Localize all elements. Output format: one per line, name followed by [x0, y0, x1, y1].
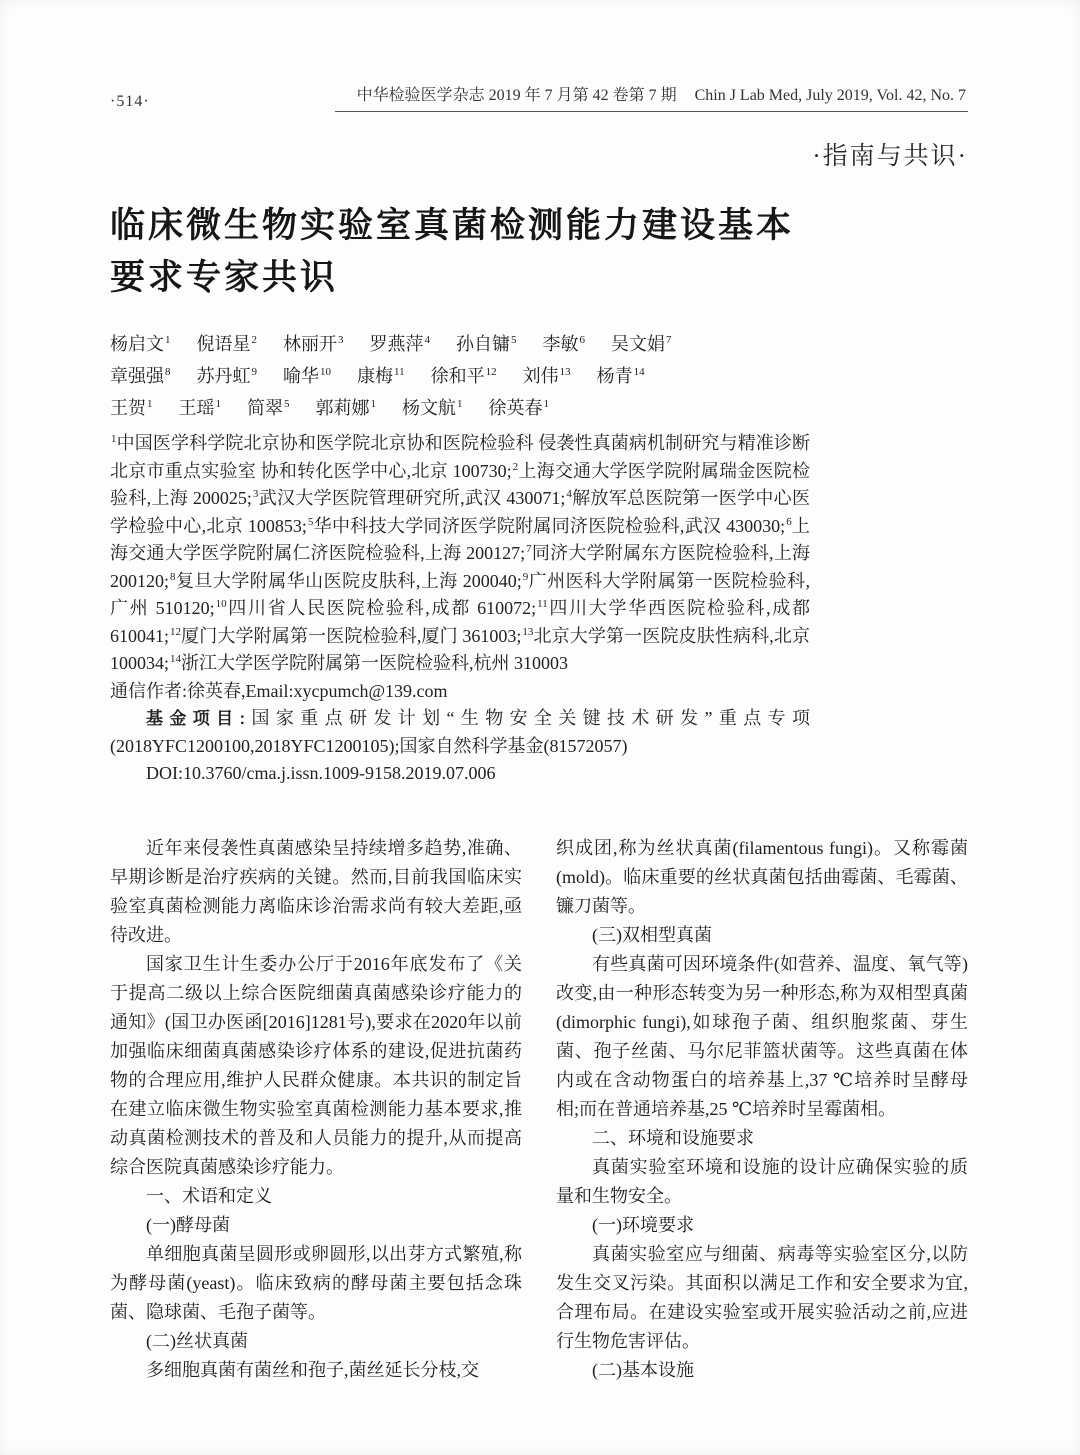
author-affiliation-sup: 13 [559, 366, 571, 378]
author-affiliation-sup: 9 [251, 366, 257, 378]
author-name: 李敏$^6$ [542, 334, 585, 354]
journal-citation-cn: 中华检验医学杂志 2019 年 7 月第 42 卷第 7 期 [356, 87, 677, 104]
author-affiliation-sup: 5 [284, 398, 290, 410]
article-title [110, 200, 968, 304]
author-name: 康梅$^{11}$ [357, 366, 405, 386]
author-name: 徐和平$^{12}$ [430, 366, 497, 386]
author-name: 罗燕萍$^4$ [369, 334, 430, 354]
author-affiliation-sup: 11 [394, 366, 405, 378]
body-paragraph: 织成团,称为丝状真菌(filamentous fungi)。又称霉菌(mold)。临床重要的丝状真菌包括曲霉菌、毛霉菌、镰刀菌等。 [556, 837, 968, 916]
body-columns [110, 834, 968, 1385]
body-paragraph: 近年来侵袭性真菌感染呈持续增多趋势,准确、早期诊断是治疗疾病的关键。然而,目前我国临床实验室真菌检测能力离临床诊治需求尚有较大差距,亟待改进。 [110, 837, 522, 945]
author-affiliation-sup: 2 [251, 334, 257, 346]
affiliation-sup: 6 [786, 515, 792, 528]
author-affiliation-sup: 1 [543, 398, 549, 410]
affiliation-sup: 10 [215, 598, 227, 610]
author-name: 吴文娟$^7$ [611, 334, 672, 354]
affiliation-sup: 1 [111, 433, 117, 445]
author-affiliation-sup: 5 [511, 334, 517, 346]
author-affiliation-sup: 6 [579, 334, 585, 346]
page-header [110, 86, 968, 112]
body-heading: (二)丝状真菌 [146, 1330, 248, 1351]
author-affiliation-sup: 1 [165, 334, 171, 346]
author-affiliation-sup: 1 [147, 398, 153, 410]
author-name: 简翠$^5$ [247, 398, 290, 418]
body-heading: (一)酵母菌 [146, 1214, 230, 1235]
author-name: 苏丹虹$^9$ [196, 366, 257, 386]
journal-citation [335, 86, 968, 112]
body-heading: 一、术语和定义 [146, 1185, 272, 1206]
affiliation-sup: 7 [526, 543, 532, 555]
author-name: 杨启文$^1$ [110, 334, 171, 354]
author-name: 徐英春$^1$ [488, 398, 549, 418]
correspondence-line: 通信作者:徐英春,Email:xycpumch@139.com [110, 680, 448, 701]
author-name: 杨青$^{14}$ [596, 366, 645, 386]
affiliation-sup: 3 [252, 488, 259, 500]
journal-citation-en: Chin J Lab Med, July 2019, Vol. 42, No. 7 [694, 87, 966, 104]
author-name: 王贺$^1$ [110, 398, 153, 418]
author-name: 孙自镛$^5$ [456, 334, 517, 354]
body-paragraph: 有些真菌可因环境条件(如营养、温度、氧气等)改变,由一种形态转变为另一种形态,称为双相型真菌(dimorphic fungi),如球孢子菌、组织胞浆菌、芽生菌、孢子丝菌、马尔尼菲篮状菌等。这些真菌在体内或在含动物蛋白的培养基上,37 ℃培养时呈酵母相;而在普通培养基,25 ℃培养时呈霉菌相。 [556, 953, 968, 1119]
author-affiliation-sup: 12 [485, 366, 497, 378]
affiliation-sup: 12 [170, 625, 182, 638]
author-affiliation-sup: 7 [666, 334, 672, 346]
article-title-line2: 要求专家共识 [110, 258, 339, 297]
author-line [110, 392, 810, 424]
affiliation-sup: 9 [522, 570, 529, 583]
body-paragraph: 真菌实验室应与细菌、病毒等实验室区分,以防发生交叉污染。其面积以满足工作和安全要求为宜,合理布局。在建设实验室或开展实验活动之前,应进行生物危害评估。 [556, 1243, 968, 1351]
body-heading: 二、环境和设施要求 [592, 1127, 754, 1148]
author-name: 刘伟$^{13}$ [522, 366, 571, 386]
front-matter [110, 430, 810, 788]
author-affiliation-sup: 10 [320, 366, 331, 378]
body-heading: (三)双相型真菌 [592, 924, 712, 945]
affiliation-sup: 5 [307, 515, 314, 528]
doi-line: DOI:10.3760/cma.j.issn.1009-9158.2019.07.006 [146, 763, 496, 783]
affiliation-sup: 4 [566, 488, 572, 500]
author-line [110, 360, 810, 392]
body-paragraph: 多细胞真菌有菌丝和孢子,菌丝延长分枝,交 [146, 1359, 479, 1380]
author-name: 郭莉娜$^1$ [315, 398, 376, 418]
author-affiliation-sup: 8 [165, 366, 171, 378]
affiliation-sup: 8 [170, 570, 176, 583]
funding-line [110, 705, 810, 760]
affiliation-sup: 13 [522, 625, 534, 638]
author-affiliation-sup: 1 [215, 398, 221, 410]
section-label: ·指南与共识· [812, 143, 968, 170]
author-name: 倪语星$^2$ [196, 334, 257, 354]
author-affiliation-sup: 1 [370, 398, 376, 410]
affiliation-sup: 11 [537, 598, 548, 610]
author-affiliation-sup: 4 [424, 334, 430, 346]
author-name: 喻华$^{10}$ [283, 366, 331, 386]
author-line [110, 328, 810, 360]
article-title-line1: 临床微生物实验室真菌检测能力建设基本 [110, 206, 795, 245]
author-name: 王瑶$^1$ [178, 398, 221, 418]
author-name: 杨文航$^1$ [402, 398, 463, 418]
author-affiliation-sup: 1 [457, 398, 463, 410]
affiliations: $^1$中国医学科学院北京协和医学院北京协和医院检验科 侵袭性真菌病机制研究与精准诊断北京市重点实验室 协和转化医学中心,北京 100730;$^2$上海交通大学医学院附属瑞金医院检验科,上海 200025;$^3$武汉大学医院管理研究所,武汉 430071;$^4$解放军总医院第一医学中心医学检验中心,北京 100853;$^5$华中科技大学同济医学院附属同济医院检验科,武汉 430030;$^6$上海交通大学医学院附属仁济医院检验科,上海 200127;$^7$同济大学附属东方医院检验科,上海 200120;$^8$复旦大学附属华山医院皮肤科,上海 200040;$^9$广州医科大学附属第一医院检验科,广州 510120;$^{10}$四川省人民医院检验科,成都 610072;$^{11}$四川大学华西医院检验科,成都 610041;$^{12}$厦门大学附属第一医院检验科,厦门 361003;$^{13}$北京大学第一医院皮肤性病科,北京 100034;$^{14}$浙江大学医学院附属第一医院检验科,杭州 310003 [110, 433, 811, 673]
author-affiliation-sup: 14 [633, 366, 645, 378]
body-heading: (二)基本设施 [592, 1359, 694, 1380]
affiliation-sup: 2 [512, 460, 519, 473]
author-name: 林丽开$^3$ [283, 334, 344, 354]
body-paragraph: 真菌实验室环境和设施的设计应确保实验的质量和生物安全。 [556, 1156, 968, 1206]
funding-text: 国家重点研发计划“生物安全关键技术研发”重点专项(2018YFC1200100,2018YFC1200105);国家自然科学基金(81572057) [110, 708, 810, 756]
right-column [556, 834, 968, 1385]
body-heading: (一)环境要求 [592, 1214, 694, 1235]
author-affiliation-sup: 3 [338, 334, 344, 346]
body-paragraph: 国家卫生计生委办公厅于2016年底发布了《关于提高二级以上综合医院细菌真菌感染诊疗能力的通知》(国卫办医函[2016]1281号),要求在2020年以前加强临床细菌真菌感染诊疗体系的建设,促进抗菌药物的合理应用,维护人民群众健康。本共识的制定旨在建立临床微生物实验室真菌检测能力基本要求,推动真菌检测技术的普及和人员能力的提升,从而提高综合医院真菌感染诊疗能力。 [110, 953, 522, 1177]
page-number: ·514· [110, 93, 150, 110]
funding-label: 基金项目: [146, 709, 246, 728]
affiliation-sup: 14 [170, 653, 182, 665]
author-name: 章强强$^8$ [110, 366, 171, 386]
body-paragraph: 单细胞真菌呈圆形或卵圆形,以出芽方式繁殖,称为酵母菌(yeast)。临床致病的酵母菌主要包括念珠菌、隐球菌、毛孢子菌等。 [110, 1243, 522, 1322]
left-column [110, 834, 522, 1385]
author-lines [110, 328, 810, 424]
